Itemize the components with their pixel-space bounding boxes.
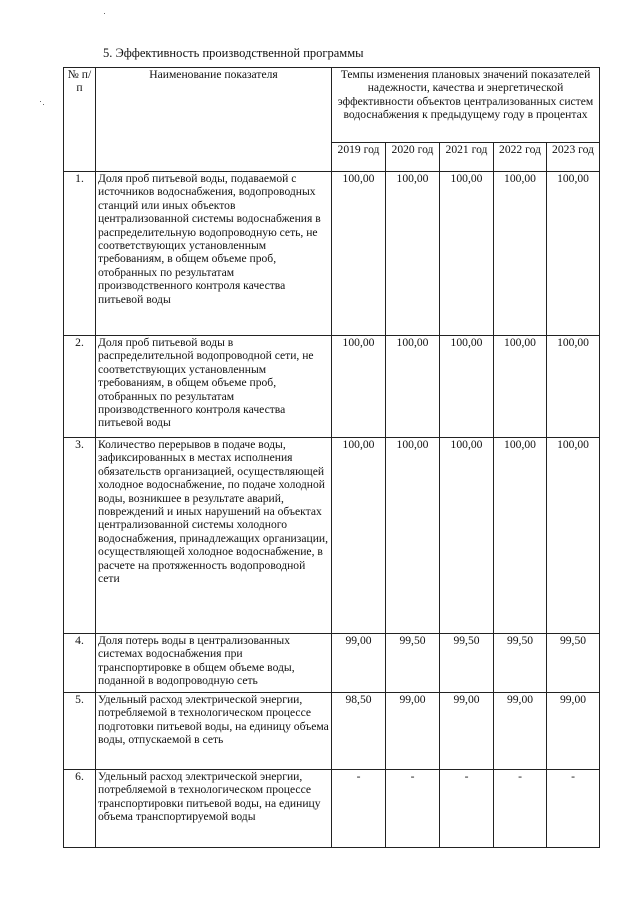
value-cell: 100,00	[386, 336, 440, 438]
value-cell: 99,00	[386, 693, 440, 770]
table-row	[64, 336, 600, 438]
num-header: № п/п	[64, 68, 96, 172]
header-row	[64, 68, 600, 143]
value-cell: 100,00	[494, 172, 547, 336]
year-header: 2021 год	[440, 143, 494, 172]
value-cell: 100,00	[440, 172, 494, 336]
table-row	[64, 438, 600, 634]
year-header: 2023 год	[547, 143, 600, 172]
value-cell: 99,00	[440, 693, 494, 770]
value-cell: -	[494, 770, 547, 848]
table-row	[64, 634, 600, 693]
row-number: 6.	[64, 770, 96, 848]
value-cell: -	[332, 770, 386, 848]
value-cell: -	[440, 770, 494, 848]
year-header: 2019 год	[332, 143, 386, 172]
section-title: 5. Эффективность производственной программы	[103, 46, 364, 60]
value-cell: 100,00	[332, 172, 386, 336]
value-cell: 100,00	[440, 438, 494, 634]
row-number: 5.	[64, 693, 96, 770]
value-cell: -	[547, 770, 600, 848]
row-number: 3.	[64, 438, 96, 634]
row-number: 2.	[64, 336, 96, 438]
value-cell: 100,00	[494, 336, 547, 438]
value-cell: 99,00	[547, 693, 600, 770]
indicator-name: Доля проб питьевой воды в распределительной водопроводной сети, не соответствующих установленным требованиям, в общем объеме проб, отобранных по результатам производственного контроля качества питьевой воды	[96, 336, 332, 438]
row-number: 1.	[64, 172, 96, 336]
indicators-table	[63, 67, 600, 848]
value-cell: 100,00	[440, 336, 494, 438]
table-row	[64, 770, 600, 848]
value-cell: 99,50	[547, 634, 600, 693]
indicator-name: Доля проб питьевой воды, подаваемой с источников водоснабжения, водопроводных станций или иных объектов централизованной системы водоснабжения в распределительную водопроводную сеть, не соответствующих установленным требованиям, в общем объеме проб, отобранных по результатам производственного контроля качества питьевой воды	[96, 172, 332, 336]
scan-speck	[43, 104, 44, 105]
row-number: 4.	[64, 634, 96, 693]
value-cell: 100,00	[386, 172, 440, 336]
table-row	[64, 693, 600, 770]
value-cell: 99,00	[494, 693, 547, 770]
indicator-name: Удельный расход электрической энергии, потребляемой в технологическом процессе подготовки питьевой воды, на единицу объема воды, отпускаемой в сеть	[96, 693, 332, 770]
rates-header: Темпы изменения плановых значений показателей надежности, качества и энергетической эффективности объектов централизованных систем водоснабжения к предыдущему году в процентах	[332, 68, 600, 143]
indicator-name: Доля потерь воды в централизованных системах водоснабжения при транспортировке в общем объеме воды, поданной в водопроводную сеть	[96, 634, 332, 693]
indicator-name: Удельный расход электрической энергии, потребляемой в технологическом процессе транспортировки питьевой воды, на единицу объема транспортируемой воды	[96, 770, 332, 848]
year-header: 2022 год	[494, 143, 547, 172]
value-cell: 100,00	[547, 336, 600, 438]
value-cell: 100,00	[547, 438, 600, 634]
table-row	[64, 172, 600, 336]
value-cell: 100,00	[547, 172, 600, 336]
value-cell: 100,00	[494, 438, 547, 634]
value-cell: 100,00	[332, 438, 386, 634]
value-cell: 99,50	[494, 634, 547, 693]
year-header: 2020 год	[386, 143, 440, 172]
value-cell: 99,00	[332, 634, 386, 693]
value-cell: 99,50	[440, 634, 494, 693]
indicator-name: Количество перерывов в подаче воды, зафиксированных в местах исполнения обязательств организацией, осуществляющей холодное водоснабжение, по подаче холодной воды, возникшее в результате аварий, повреждений и иных нарушений на объектах централизованной системы холодного водоснабжения, принадлежащих организации, осуществляющей холодное водоснабжение, в расчете на протяженность водопроводной сети	[96, 438, 332, 634]
scan-speck	[40, 101, 41, 102]
value-cell: 100,00	[332, 336, 386, 438]
value-cell: 98,50	[332, 693, 386, 770]
scan-speck	[104, 13, 105, 14]
value-cell: 99,50	[386, 634, 440, 693]
name-header: Наименование показателя	[96, 68, 332, 172]
value-cell: 100,00	[386, 438, 440, 634]
value-cell: -	[386, 770, 440, 848]
